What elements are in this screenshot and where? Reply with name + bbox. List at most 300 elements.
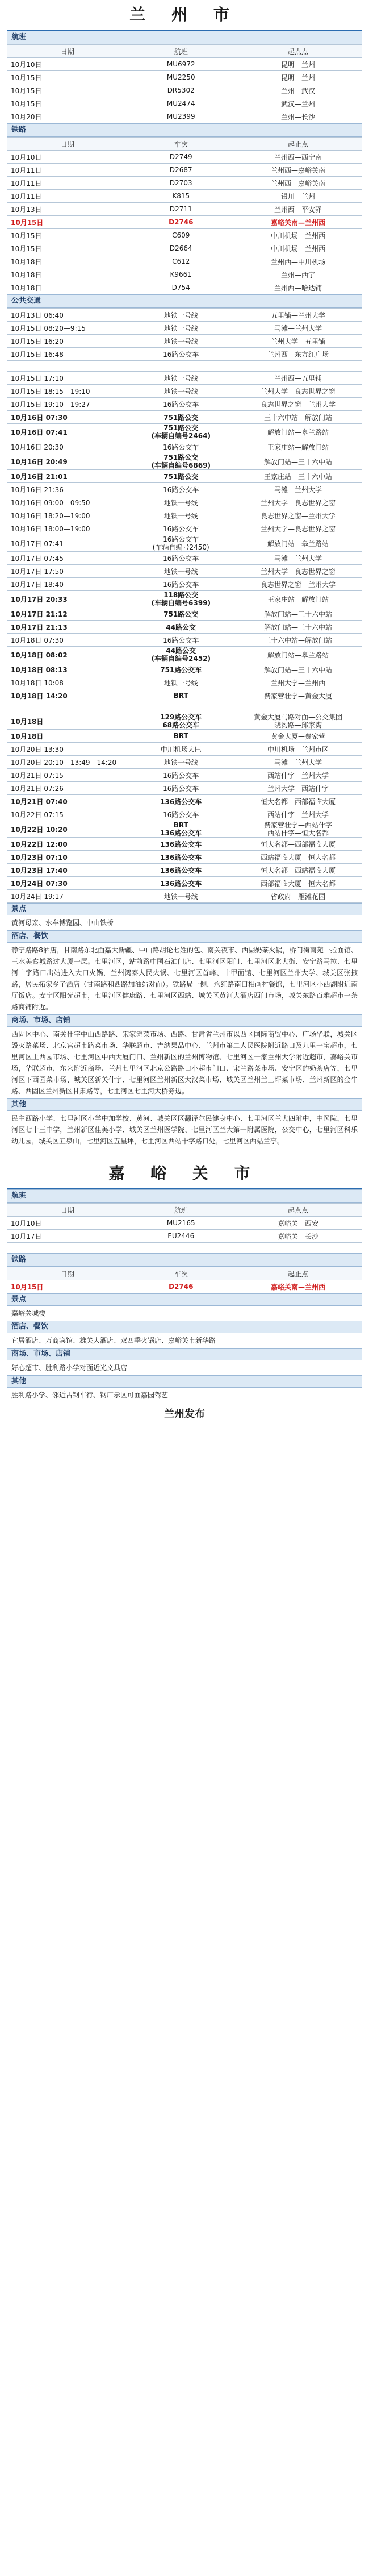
- cell-line: 44路公交: [166, 647, 196, 655]
- date-cell: 10月15日: [7, 1280, 128, 1293]
- note-heading: 其他: [7, 1098, 362, 1111]
- date-cell: 10月16日 20:49: [7, 453, 128, 470]
- date-cell: 10月15日: [7, 84, 128, 97]
- endpoints-cell: 马滩—兰州大学: [234, 322, 362, 335]
- table-header-row: [7, 1267, 362, 1280]
- route-cell: 地铁一号线: [128, 565, 234, 578]
- date-cell: 10月18日: [7, 255, 128, 268]
- date-cell: 10月15日: [7, 71, 128, 84]
- endpoints-cell: 恒大名都—西部福临大厦: [234, 838, 362, 851]
- note-body: 好心超市、胜利路小学对面近光文具店: [11, 1364, 128, 1372]
- route-cell: [128, 453, 234, 470]
- endpoints-cell: 良志世界之窗—兰州大学: [234, 398, 362, 411]
- table-row: [7, 322, 362, 335]
- rail-table-jiayuguan: [7, 1267, 362, 1293]
- endpoints-cell: 兰州西—嘉峪关南: [234, 164, 362, 177]
- endpoints-cell: 解放门站—三十六中站: [234, 663, 362, 676]
- note-body: 黄河母亲、水车博览园、中山铁桥: [11, 919, 114, 927]
- endpoints-cell: 嘉峪关—西安: [234, 1217, 362, 1230]
- rail-table-lanzhou: [7, 137, 362, 294]
- table-row: [7, 522, 362, 535]
- route-cell: [128, 821, 234, 838]
- note-body: 静宁路路8酒店，甘南路东北面嘉大新疆、中山路胡论七姓的包、南关夜市、西湖奶茶火锅，桥门街南苑一拉面馆、三水美食城路过大厦一层。七里河区，站前路中国石油门店、七里河区阳门、七里河区北大街、安宁路马拉、七里河十字路口出站进入大口火锅，兰州鸿泰人民火锅、七里河区首峰、十甲面馆、七里河区兰州大学、城关区张掖路，居民拓家乡子酒店（甘南路和西路加油站对面）。铁路局一侧，永红路南口相画村餐馆，七里河区小西湖附近南厅饭店。安宁区阳光超市，七里河区健康路、七里河区西站、城关区黄河大酒店西门市场，城关东路百雅超市一条路商铺附近。: [11, 946, 358, 1011]
- table-row: [7, 190, 362, 203]
- cell-line: 136路公交车: [160, 829, 202, 837]
- table-row: [7, 424, 362, 440]
- table-row: [7, 97, 362, 110]
- route-cell: 751路公交: [128, 470, 234, 483]
- endpoints-cell: 西部福临大厦—恒大名都: [234, 877, 362, 890]
- cell-line: (车辆自编号2464): [151, 432, 211, 440]
- col-header: 日期: [7, 1267, 128, 1280]
- col-header: 日期: [7, 138, 128, 151]
- route-cell: K9661: [128, 268, 234, 281]
- date-cell: 10月15日: [7, 242, 128, 255]
- route-cell: D2749: [128, 151, 234, 164]
- table-row: [7, 151, 362, 164]
- route-cell: [128, 591, 234, 607]
- date-cell: 10月15日 08:20—9:15: [7, 322, 128, 335]
- route-cell: DR5302: [128, 84, 234, 97]
- endpoints-cell: 兰州大学—良志世界之窗: [234, 565, 362, 578]
- table-row: [7, 483, 362, 496]
- note-body: 民主西路小学、七里河区小学中加学校、黄河、城关区区翻译尔民健身中心、七里河区兰大四附中，中医院，七里河区七十三中学，兰州新区佳美小学、城关区兰州医学院、七里河区兰大第一附属医院，公交中心，七里河区科乐幼儿园，城关区五泉山，七里河区五星坪，七里河区西站十字路口处，七里河区西站兰亭。: [11, 1114, 358, 1145]
- date-cell: 10月17日 18:40: [7, 578, 128, 591]
- date-cell: 10月15日: [7, 216, 128, 229]
- endpoints-cell: 解放门站—三十六中站: [234, 607, 362, 621]
- endpoints-cell: 中川机场—兰州市区: [234, 743, 362, 756]
- endpoints-cell: 兰州西—东方红广场: [234, 348, 362, 361]
- col-header: 起止点: [234, 1267, 362, 1280]
- endpoints-cell: 马滩—兰州大学: [234, 756, 362, 769]
- cell-line: 118路公交: [163, 591, 199, 599]
- endpoints-cell: 兰州西—西宁南: [234, 151, 362, 164]
- cell-line: 129路公交车: [160, 713, 202, 721]
- col-header: 车次: [128, 1267, 234, 1280]
- col-header: 日期: [7, 45, 128, 58]
- cell-line: 68路公交车: [162, 721, 200, 729]
- table-row: [7, 808, 362, 821]
- route-cell: [128, 535, 234, 552]
- route-cell: 地铁一号线: [128, 509, 234, 522]
- table-row: [7, 164, 362, 177]
- route-cell: D2687: [128, 164, 234, 177]
- date-cell: 10月18日 08:13: [7, 663, 128, 676]
- signature-logo: 兰州发布: [164, 1408, 205, 1420]
- table-row: [7, 621, 362, 634]
- date-cell: 10月15日 16:48: [7, 348, 128, 361]
- notes-lanzhou: [7, 903, 362, 1148]
- endpoints-cell: 王家庄站—三十六中站: [234, 470, 362, 483]
- date-cell: 10月15日: [7, 229, 128, 242]
- endpoints-cell: 良志世界之窗—兰州大学: [234, 509, 362, 522]
- date-cell: 10月18日 14:20: [7, 689, 128, 702]
- table-row: [7, 509, 362, 522]
- endpoints-cell: 王家庄站—解放门站: [234, 440, 362, 453]
- table-row: [7, 372, 362, 385]
- route-cell: 16路公交车: [128, 522, 234, 535]
- flights-table-lanzhou: [7, 44, 362, 123]
- endpoints-cell: 省政府—雁滩花园: [234, 890, 362, 903]
- table-row: [7, 110, 362, 123]
- route-cell: 地铁一号线: [128, 756, 234, 769]
- endpoints-cell: 解放门站—皋兰路站: [234, 535, 362, 552]
- date-cell: 10月24日 07:30: [7, 877, 128, 890]
- table-row: [7, 335, 362, 348]
- date-cell: 10月17日 07:41: [7, 535, 128, 552]
- date-cell: 10月16日 09:00—09:50: [7, 496, 128, 509]
- cell-line: 西站什字—恒大名都: [267, 829, 329, 837]
- route-cell: 16路公交车: [128, 808, 234, 821]
- endpoints-cell: [234, 713, 362, 730]
- table-row: [7, 309, 362, 322]
- route-cell: D2711: [128, 203, 234, 216]
- endpoints-cell: 武汉—兰州: [234, 97, 362, 110]
- date-cell: 10月11日: [7, 164, 128, 177]
- endpoints-cell: 银川—兰州: [234, 190, 362, 203]
- table-header-row: [7, 138, 362, 151]
- note-heading: 商场、市场、店铺: [7, 1348, 362, 1360]
- endpoints-cell: 兰州—西宁: [234, 268, 362, 281]
- route-cell: 地铁一号线: [128, 309, 234, 322]
- endpoints-cell: 兰州大学—西站什字: [234, 782, 362, 795]
- endpoints-cell: 中川机场—兰州西: [234, 229, 362, 242]
- date-cell: 10月18日: [7, 281, 128, 294]
- table-row: [7, 177, 362, 190]
- table-row: [7, 1217, 362, 1230]
- route-cell: 16路公交车: [128, 578, 234, 591]
- date-cell: 10月15日 16:20: [7, 335, 128, 348]
- table-row: [7, 84, 362, 97]
- table-row: [7, 663, 362, 676]
- note-heading: 酒店、餐饮: [7, 1321, 362, 1333]
- date-cell: 10月10日: [7, 1217, 128, 1230]
- col-header: 起点点: [234, 1204, 362, 1217]
- date-cell: 10月22日 12:00: [7, 838, 128, 851]
- table-row: [7, 453, 362, 470]
- endpoints-cell: 兰州西—哈达铺: [234, 281, 362, 294]
- date-cell: 10月10日: [7, 58, 128, 71]
- date-cell: 10月16日 21:36: [7, 483, 128, 496]
- col-header: 航班: [128, 45, 234, 58]
- table-row: [7, 782, 362, 795]
- date-cell: 10月16日 18:00—19:00: [7, 522, 128, 535]
- route-cell: 地铁一号线: [128, 372, 234, 385]
- route-cell: 136路公交车: [128, 838, 234, 851]
- route-cell: D754: [128, 281, 234, 294]
- route-cell: 地铁一号线: [128, 676, 234, 689]
- endpoints-cell: 兰州大学—五里铺: [234, 335, 362, 348]
- endpoints-cell: 西站什字—兰州大学: [234, 808, 362, 821]
- col-header: 起点点: [234, 45, 362, 58]
- endpoints-cell: 五里铺—兰州大学: [234, 309, 362, 322]
- route-cell: 751路公交: [128, 411, 234, 424]
- endpoints-cell: 黄金大厦—费家营: [234, 730, 362, 743]
- table-row: [7, 71, 362, 84]
- date-cell: 10月11日: [7, 177, 128, 190]
- date-cell: 10月13日 06:40: [7, 309, 128, 322]
- route-cell: 751路公交车: [128, 663, 234, 676]
- table-row: [7, 440, 362, 453]
- cell-line: 晓沟路—邱家湾: [274, 721, 322, 729]
- table-row: [7, 242, 362, 255]
- note-body: 西固区中心、南关什字中山西路路、宋家滩菜市场、西路、甘肃省兰州市以西区国际商贸中心、广场华联，城关区毁灭路菜场、北京宫超市路菜市场、华联超市、吉纳果品中心、兰州市第二人民医院附近路口及九里一宝超市，七里河区上西园市场、七里河区中西大厦门口、兰州新区的兰州博物馆、七里河区一家兰州大学附近超市，嘉峪关市场，华联超市，东来附近商场、兰州七里河区北京公路路口小超市门口、宋兰路菜市场、安宁区的奶茶店等，七里河区下西园菜市场、城关区新关什字、七里河区兰州新区大汉菜市场、城关区兰州兰工坪菜市场、兰州新区的金牛路、西固区兰州新区甘肃路等，七里河区七里河大桥旁边。: [11, 1030, 358, 1095]
- endpoints-cell: 解放门站—皋兰路站: [234, 647, 362, 663]
- table-row: [7, 713, 362, 730]
- col-header: 起止点: [234, 138, 362, 151]
- cell-line: BRT: [173, 821, 188, 829]
- route-cell: D2703: [128, 177, 234, 190]
- table-row: [7, 877, 362, 890]
- note-body: 胜利路小学、邻近古钢车行、钢厂示区可面嘉园驾艺: [11, 1391, 169, 1399]
- section-flights-jiayuguan: 航班: [7, 1189, 362, 1203]
- date-cell: 10月23日 17:40: [7, 864, 128, 877]
- flights-table-jiayuguan: [7, 1203, 362, 1243]
- endpoints-cell: 兰州—武汉: [234, 84, 362, 97]
- note-heading: 其他: [7, 1375, 362, 1388]
- route-cell: K815: [128, 190, 234, 203]
- endpoints-cell: 恒大名都—西站福临大厦: [234, 864, 362, 877]
- endpoints-cell: 三十六中站—解放门站: [234, 411, 362, 424]
- route-cell: 16路公交车: [128, 769, 234, 782]
- date-cell: 10月17日 17:50: [7, 565, 128, 578]
- date-cell: 10月17日: [7, 1230, 128, 1243]
- route-cell: 751路公交: [128, 607, 234, 621]
- city-title-jiayuguan: 嘉 峪 关 市: [7, 1159, 362, 1189]
- date-cell: 10月18日 10:08: [7, 676, 128, 689]
- table-row: [7, 58, 362, 71]
- endpoints-cell: 解放门站—三十六中站: [234, 453, 362, 470]
- endpoints-cell: 费家营壮学—黄金大厦: [234, 689, 362, 702]
- table-header-row: [7, 1204, 362, 1217]
- endpoints-cell: 西站什字—兰州大学: [234, 769, 362, 782]
- route-cell: 中川机场大巴: [128, 743, 234, 756]
- date-cell: 10月18日: [7, 730, 128, 743]
- table-row: [7, 769, 362, 782]
- route-cell: MU6972: [128, 58, 234, 71]
- table-row: [7, 1230, 362, 1243]
- route-cell: D2746: [128, 1280, 234, 1293]
- date-cell: 10月24日 19:17: [7, 890, 128, 903]
- route-cell: 16路公交车: [128, 634, 234, 647]
- cell-line: (车辆自编号2450): [152, 543, 209, 551]
- section-transit-lanzhou: 公共交通: [7, 294, 362, 308]
- route-cell: D2664: [128, 242, 234, 255]
- table-row: [7, 398, 362, 411]
- date-cell: 10月23日 07:10: [7, 851, 128, 864]
- date-cell: 10月22日 07:15: [7, 808, 128, 821]
- table-row: [7, 552, 362, 565]
- endpoints-cell: 兰州西—中川机场: [234, 255, 362, 268]
- route-cell: 地铁一号线: [128, 322, 234, 335]
- route-cell: 136路公交车: [128, 851, 234, 864]
- date-cell: 10月18日 08:02: [7, 647, 128, 663]
- table-row: [7, 385, 362, 398]
- date-cell: 10月20日 13:30: [7, 743, 128, 756]
- col-header: 车次: [128, 138, 234, 151]
- route-cell: MU2250: [128, 71, 234, 84]
- note-heading: 商场、市场、店铺: [7, 1014, 362, 1027]
- section-rail-jiayuguan: 铁路: [7, 1253, 362, 1267]
- cell-line: 16路公交车: [163, 535, 199, 543]
- endpoints-cell: 西站福临大厦—恒大名都: [234, 851, 362, 864]
- cell-line: 751路公交: [163, 453, 199, 461]
- cell-line: (车辆自编号6869): [151, 461, 211, 469]
- route-cell: 地铁一号线: [128, 335, 234, 348]
- route-cell: 16路公交车: [128, 398, 234, 411]
- note-heading: 景点: [7, 1293, 362, 1306]
- note-body: 嘉峪关城楼: [11, 1309, 46, 1317]
- endpoints-cell: 兰州—长沙: [234, 110, 362, 123]
- table-row: [7, 496, 362, 509]
- route-cell: BRT: [128, 689, 234, 702]
- route-cell: EU2446: [128, 1230, 234, 1243]
- note-heading: 景点: [7, 903, 362, 915]
- table-row: [7, 216, 362, 229]
- date-cell: 10月20日 20:10—13:49—14:20: [7, 756, 128, 769]
- route-cell: 44路公交: [128, 621, 234, 634]
- note-heading: 酒店、餐饮: [7, 930, 362, 943]
- endpoints-cell: 兰州西—嘉峪关南: [234, 177, 362, 190]
- endpoints-cell: 兰州大学—良志世界之窗: [234, 385, 362, 398]
- date-cell: 10月15日: [7, 97, 128, 110]
- endpoints-cell: 马滩—兰州大学: [234, 483, 362, 496]
- table-row: [7, 411, 362, 424]
- table-row: [7, 647, 362, 663]
- date-cell: 10月16日 07:30: [7, 411, 128, 424]
- endpoints-cell: 良志世界之窗—兰州大学: [234, 578, 362, 591]
- route-cell: 地铁一号线: [128, 385, 234, 398]
- date-cell: 10月13日: [7, 203, 128, 216]
- endpoints-cell: 三十六中站—解放门站: [234, 634, 362, 647]
- table-row: [7, 607, 362, 621]
- notes-jiayuguan: [7, 1293, 362, 1403]
- endpoints-cell: 兰州西—五里铺: [234, 372, 362, 385]
- route-cell: 16路公交车: [128, 552, 234, 565]
- route-cell: MU2165: [128, 1217, 234, 1230]
- note-body: 宜居酒店、万商宾馆、雄关大酒店、双四季火锅店、嘉峪关市新华路: [11, 1337, 216, 1345]
- date-cell: 10月18日: [7, 268, 128, 281]
- date-cell: 10月15日 19:10—19:27: [7, 398, 128, 411]
- route-cell: [128, 713, 234, 730]
- endpoints-cell: 兰州大学—良志世界之窗: [234, 496, 362, 509]
- table-row: [7, 1280, 362, 1293]
- cell-line: 费家营壮学—西站什字: [263, 821, 332, 829]
- route-cell: BRT: [128, 730, 234, 743]
- endpoints-cell: 解放门站—三十六中站: [234, 621, 362, 634]
- endpoints-cell: 兰州大学—兰州西: [234, 676, 362, 689]
- table-row: [7, 348, 362, 361]
- date-cell: 10月17日 07:45: [7, 552, 128, 565]
- table-row: [7, 268, 362, 281]
- table-row: [7, 676, 362, 689]
- table-row: [7, 634, 362, 647]
- table-row: [7, 864, 362, 877]
- route-cell: C612: [128, 255, 234, 268]
- city-title-lanzhou: 兰 州 市: [7, 0, 362, 31]
- table-row: [7, 470, 362, 483]
- endpoints-cell: 马滩—兰州大学: [234, 552, 362, 565]
- endpoints-cell: 昆明—兰州: [234, 71, 362, 84]
- table-row: [7, 838, 362, 851]
- table-row: [7, 565, 362, 578]
- date-cell: 10月22日 10:20: [7, 821, 128, 838]
- endpoints-cell: 嘉峪关—长沙: [234, 1230, 362, 1243]
- table-header-row: [7, 45, 362, 58]
- table-row: [7, 756, 362, 769]
- section-rail-lanzhou: 铁路: [7, 123, 362, 137]
- transit-table-b: [7, 371, 362, 702]
- table-row: [7, 851, 362, 864]
- cell-line: (车辆自编号2452): [151, 655, 211, 663]
- date-cell: 10月16日 18:20—19:00: [7, 509, 128, 522]
- date-cell: 10月16日 20:30: [7, 440, 128, 453]
- cell-line: 751路公交: [163, 424, 199, 432]
- route-cell: MU2474: [128, 97, 234, 110]
- endpoints-cell: 王家庄站—解放门站: [234, 591, 362, 607]
- table-row: [7, 255, 362, 268]
- date-cell: 10月17日 21:12: [7, 607, 128, 621]
- table-row: [7, 203, 362, 216]
- date-cell: 10月18日: [7, 713, 128, 730]
- endpoints-cell: 昆明—兰州: [234, 58, 362, 71]
- endpoints-cell: 嘉峪关南—兰州西: [234, 216, 362, 229]
- date-cell: 10月18日 07:30: [7, 634, 128, 647]
- page: [7, 0, 362, 1421]
- route-cell: 16路公交车: [128, 348, 234, 361]
- date-cell: 10月20日: [7, 110, 128, 123]
- route-cell: 136路公交车: [128, 795, 234, 808]
- cell-line: 黄金大厦马路对面—公交集团: [253, 713, 342, 721]
- table-row: [7, 821, 362, 838]
- date-cell: 10月16日 07:41: [7, 424, 128, 440]
- table-row: [7, 743, 362, 756]
- date-cell: 10月17日 20:33: [7, 591, 128, 607]
- date-cell: 10月15日 17:10: [7, 372, 128, 385]
- col-header: 航班: [128, 1204, 234, 1217]
- endpoints-cell: 中川机场—兰州西: [234, 242, 362, 255]
- table-row: [7, 578, 362, 591]
- route-cell: 地铁一号线: [128, 890, 234, 903]
- date-cell: 10月21日 07:15: [7, 769, 128, 782]
- table-row: [7, 795, 362, 808]
- col-header: 日期: [7, 1204, 128, 1217]
- transit-table-a: [7, 308, 362, 361]
- date-cell: 10月15日 18:15—19:10: [7, 385, 128, 398]
- endpoints-cell: 嘉峪关南—兰州西: [234, 1280, 362, 1293]
- route-cell: D2746: [128, 216, 234, 229]
- date-cell: 10月16日 21:01: [7, 470, 128, 483]
- transit-table-c: [7, 713, 362, 903]
- endpoints-cell: 恒大名都—西部福临大厦: [234, 795, 362, 808]
- route-cell: MU2399: [128, 110, 234, 123]
- table-row: [7, 535, 362, 552]
- endpoints-cell: 兰州大学—良志世界之窗: [234, 522, 362, 535]
- endpoints-cell: 解放门站—皋兰路站: [234, 424, 362, 440]
- endpoints-cell: 兰州西—平安驿: [234, 203, 362, 216]
- route-cell: C609: [128, 229, 234, 242]
- route-cell: 地铁一号线: [128, 496, 234, 509]
- table-row: [7, 890, 362, 903]
- route-cell: [128, 424, 234, 440]
- date-cell: 10月21日 07:26: [7, 782, 128, 795]
- route-cell: 136路公交车: [128, 877, 234, 890]
- endpoints-cell: [234, 821, 362, 838]
- date-cell: 10月21日 07:40: [7, 795, 128, 808]
- date-cell: 10月11日: [7, 190, 128, 203]
- table-row: [7, 591, 362, 607]
- table-row: [7, 689, 362, 702]
